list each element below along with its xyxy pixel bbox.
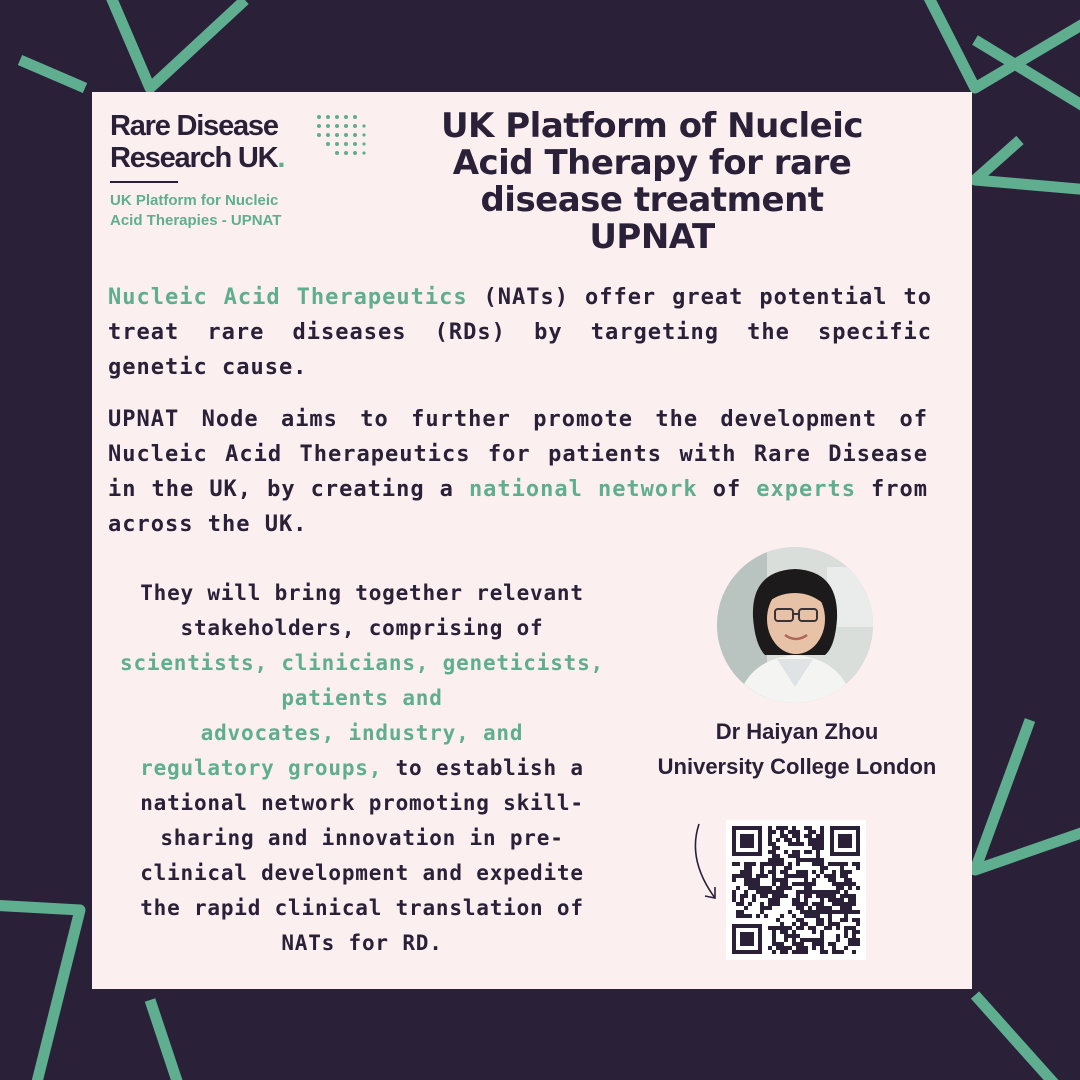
qr-code-icon[interactable] <box>726 820 866 960</box>
person-name: Dr Haiyan Zhou <box>715 719 879 744</box>
decor-triangle-bottom-left <box>0 905 80 1080</box>
decor-stroke-bottom-left <box>150 1000 180 1080</box>
logo-line-2-wrap <box>110 142 284 174</box>
decor-triangle-right <box>975 140 1080 190</box>
stakeholders-line-8: the rapid clinical translation of <box>140 896 584 920</box>
title-line-2: Acid Therapy for rare <box>452 143 852 183</box>
decor-triangle-top-left <box>108 0 245 88</box>
aims-paragraph <box>108 402 928 542</box>
decor-triangle-bottom-right <box>975 720 1080 870</box>
decor-stroke-bottom-right <box>975 995 1060 1080</box>
stakeholders-paragraph <box>110 576 614 961</box>
title-line-4: UPNAT <box>589 217 715 257</box>
intro-paragraph <box>108 280 932 385</box>
person-photo-icon <box>717 547 873 703</box>
decor-triangle-top-right <box>925 0 1080 88</box>
aims-highlight-experts: experts <box>756 477 856 502</box>
logo-line-1: Rare Disease <box>110 110 278 142</box>
logo-wordmark <box>110 110 284 174</box>
person-affiliation: University College London <box>657 754 937 779</box>
stakeholders-line-3 <box>110 751 614 786</box>
logo-line-2: Research UK <box>110 142 278 174</box>
logo-subtitle <box>110 191 281 231</box>
aims-highlight-network: national network <box>468 477 698 502</box>
stakeholders-highlight-2: patients and <box>281 686 443 710</box>
stakeholders-highlight-1: scientists, clinicians, geneticists, <box>120 651 604 675</box>
stakeholders-line-7: clinical development and expedite <box>140 861 584 885</box>
stakeholders-line-2: stakeholders, comprising of <box>180 616 544 640</box>
curved-arrow-icon <box>685 820 725 906</box>
title-line-1: UK Platform of Nucleic <box>440 106 864 146</box>
info-card <box>92 92 972 989</box>
stakeholders-line-5: national network promoting skill- <box>140 791 584 815</box>
logo-divider <box>110 181 178 183</box>
stakeholders-line-9: NATs for RD. <box>281 931 443 955</box>
logo-dot: . <box>277 142 285 174</box>
logo-subtitle-line-1: UK Platform for Nucleic <box>110 192 279 209</box>
aims-text-end: from across the UK. <box>108 477 929 537</box>
title-line-3: disease treatment <box>480 180 824 220</box>
intro-highlight: Nucleic Acid Therapeutics <box>108 285 468 310</box>
logo-dot-grid-icon <box>316 114 366 162</box>
decor-stroke-top-left <box>20 60 85 88</box>
stakeholders-highlight-4: regulatory groups, <box>140 756 383 780</box>
logo-subtitle-line-2: Acid Therapies - UPNAT <box>110 212 282 229</box>
avatar <box>717 547 873 703</box>
page-title <box>392 108 912 256</box>
aims-text-mid: of <box>697 477 757 502</box>
stakeholders-after-highlight: to establish a <box>382 756 584 780</box>
stakeholders-highlight-3: advocates, industry, and <box>200 721 524 745</box>
stakeholders-line-6: sharing and innovation in pre- <box>160 826 564 850</box>
person-credit <box>622 714 972 784</box>
aims-text-start: UPNAT Node aims to further promote the development of Nucleic Acid Therapeutics for patients with Rare Disease in the UK, by creating a <box>108 407 928 502</box>
stakeholders-line-1: They will bring together relevant <box>140 581 584 605</box>
intro-text: (NATs) offer great potential to treat rare diseases (RDs) by targeting the specific genetic cause. <box>108 285 932 380</box>
